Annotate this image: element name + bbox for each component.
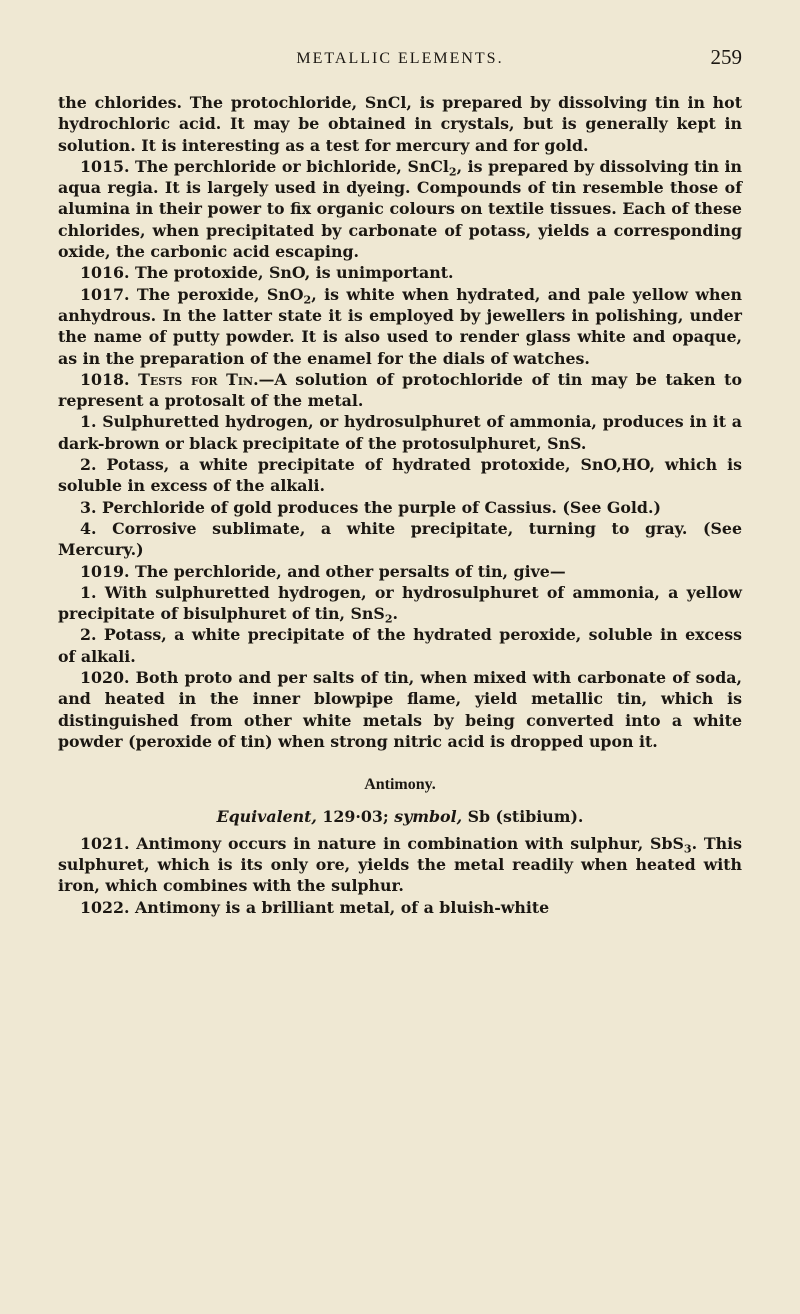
paragraph-1018-number: 1018. — [80, 369, 139, 389]
paragraph-1020: 1020. Both proto and per salts of tin, when mixed with carbonate of soda, and heated in the inner blowpipe flame, yield metallic tin, which is distinguished from other white metals by being converted into a white powder (peroxide of tin) when strong nitric acid is dropped upon it. — [58, 668, 742, 751]
paragraph-1016: 1016. The protoxide, SnO, is unimportant. — [80, 263, 454, 283]
persalt-item-2: 2. Potass, a white precipitate of the hydrated peroxide, soluble in excess of alkali. — [58, 625, 742, 666]
section-title-antimony: Antimony. — [364, 776, 436, 794]
persalt-item-1-text-b: . — [392, 604, 399, 624]
paragraph-1021-text-b: . This sulphuret, which is its only ore, yields the metal readily when heated with iron, which combines with the sulphur. — [58, 833, 742, 896]
paragraph-1021-subscript: 3 — [683, 842, 692, 856]
test-item-1: 1. Sulphuretted hydrogen, or hydrosulphuret of ammonia, produces in it a dark-brown or black precipitate of the protosulphuret, SnS. — [58, 412, 742, 453]
body-text — [58, 92, 742, 918]
persalt-item-1-subscript: 2 — [384, 612, 393, 626]
paragraph-1015-text-b: , is prepared by dissolving tin in aqua regia. It is largely used in dyeing. Compounds of tin resemble those of alumina in their power to fix organic colours on textile tissues. Each of these chlorides, when precipitated by carbonate of potass, yields a corresponding oxide, the carbonic acid escaping. — [58, 156, 742, 262]
paragraph-1015 — [58, 156, 742, 262]
paragraph-1021 — [58, 833, 742, 897]
test-item-2: 2. Potass, a white precipitate of hydrated protoxide, SnO,HO, which is soluble in excess of the alkali. — [58, 455, 742, 496]
equivalent-label: Equivalent, — [216, 806, 317, 826]
symbol-label: symbol, — [394, 806, 463, 826]
test-item-4: 4. Corrosive sublimate, a white precipitate, turning to gray. (See Mercury.) — [58, 518, 742, 560]
test-item-3: 3. Perchloride of gold produces the purple of Cassius. (See Gold.) — [80, 497, 661, 517]
paragraph-1018-heading: Tests for Tin. — [138, 369, 259, 389]
paragraph-1018-text: —A solution of protochloride of tin may be taken to represent a protosalt of the metal. — [58, 369, 742, 411]
paragraph-1017 — [58, 284, 742, 369]
persalt-item-1 — [58, 582, 742, 625]
paragraph-1019: 1019. The perchloride, and other persalts of tin, give— — [80, 561, 566, 581]
equivalent-line — [58, 806, 742, 827]
paragraph-1015-subscript: 2 — [448, 165, 457, 179]
paragraph-1021-text-a: 1021. Antimony occurs in nature in combination with sulphur, SbS — [80, 833, 684, 853]
paragraph-1017-subscript: 2 — [303, 292, 312, 306]
paragraph-1015-text-a: 1015. The perchloride or bichloride, SnCl — [80, 156, 449, 176]
paragraph-1018 — [58, 369, 742, 412]
paragraph-1022: 1022. Antimony is a brilliant metal, of a bluish-white — [80, 897, 550, 917]
running-head: METALLIC ELEMENTS. — [296, 50, 504, 67]
equivalent-value: 129·03; — [316, 806, 395, 826]
symbol-value: Sb (stibium). — [462, 806, 584, 826]
page-header — [58, 42, 742, 82]
page-number: 259 — [710, 45, 742, 69]
persalt-item-1-text-a: 1. With sulphuretted hydrogen, or hydrosulphuret of ammonia, a yellow precipitate of bisulphuret of tin, SnS — [58, 582, 742, 624]
paragraph-1017-text-b: , is white when hydrated, and pale yellow when anhydrous. In the latter state it is employed by jewellers in polishing, under the name of putty powder. It is also used to render glass white and opaque, as in the preparation of the enamel for the dials of watches. — [58, 284, 743, 368]
paragraph-1017-text-a: 1017. The peroxide, SnO — [80, 284, 304, 304]
paragraph-chlorides: the chlorides. The protochloride, SnCl, is prepared by dissolving tin in hot hydrochloric acid. It may be obtained in crystals, but is generally kept in solution. It is interesting as a test for mercury and for gold. — [58, 93, 742, 155]
